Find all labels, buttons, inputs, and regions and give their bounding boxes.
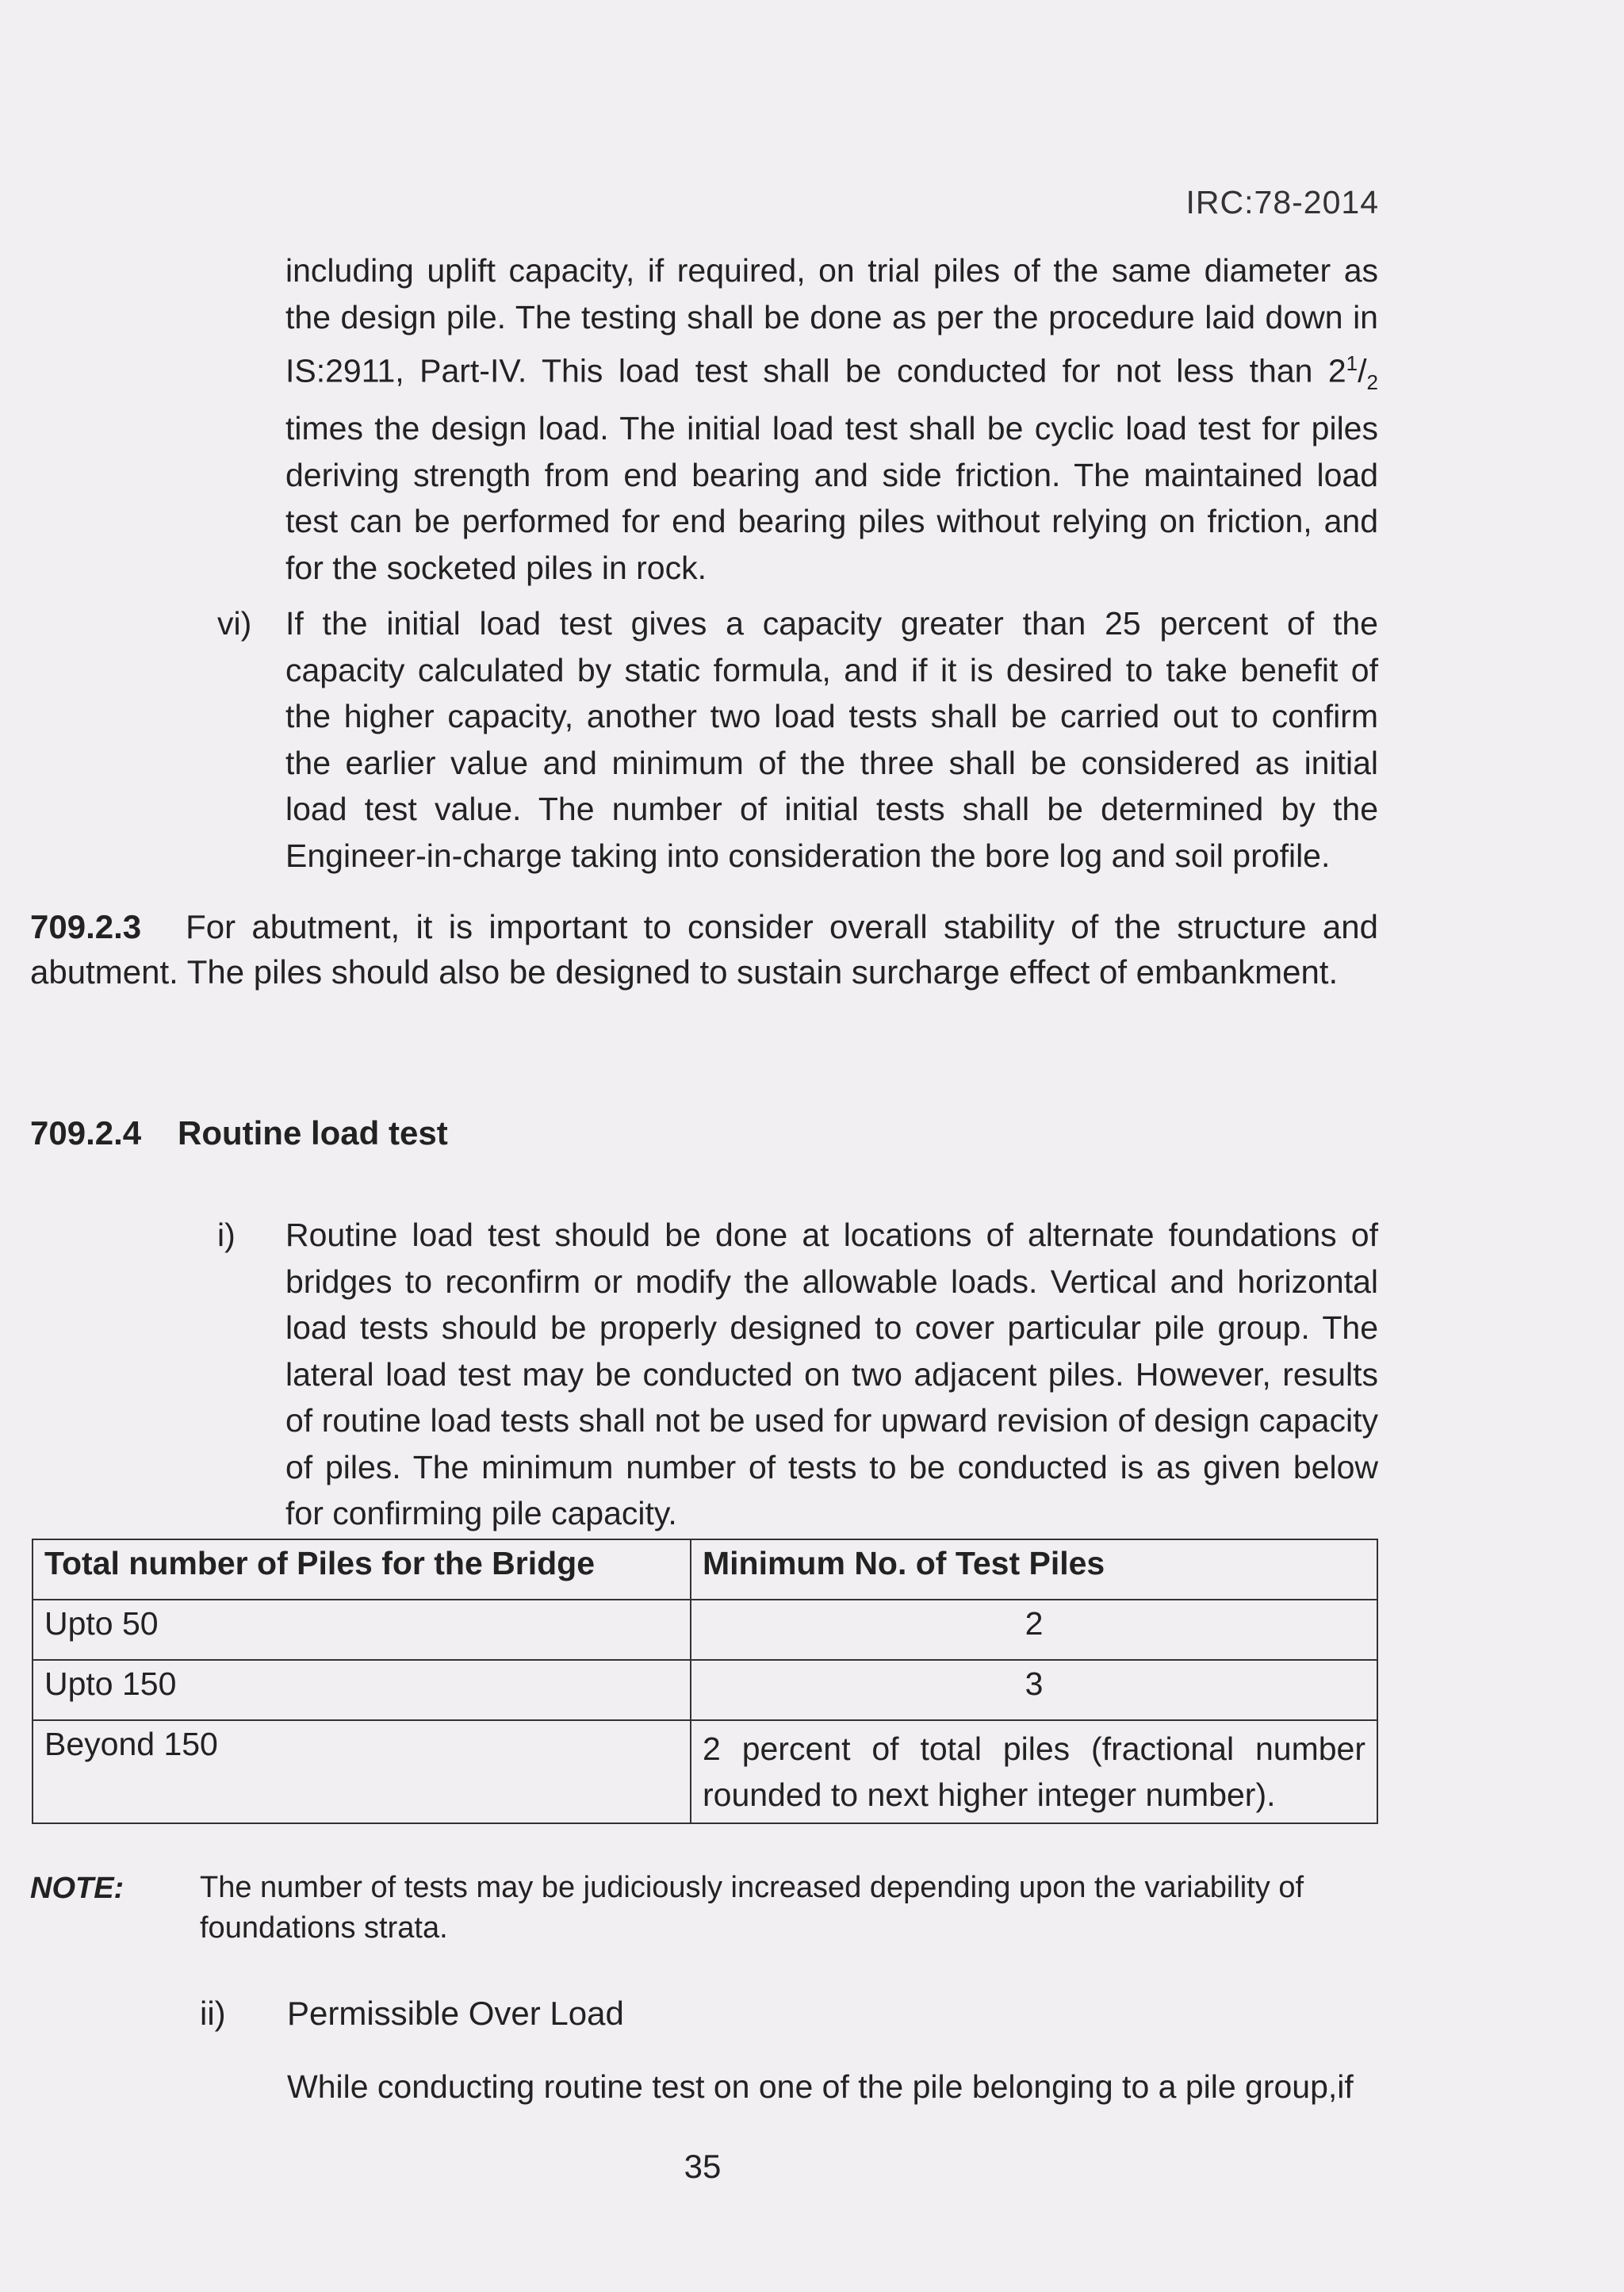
heading-title: Routine load test: [178, 1114, 448, 1152]
table-cell: 2: [691, 1600, 1377, 1660]
table-header-cell: Total number of Piles for the Bridge: [33, 1539, 691, 1600]
list-item-ii-title: Permissible Over Load: [287, 1995, 624, 2032]
table-cell: 2 percent of total piles (fractional number rounded to next higher integer number).: [691, 1720, 1377, 1823]
table-cell: Upto 50: [33, 1600, 691, 1660]
document-code: IRC:78-2014: [1185, 184, 1379, 220]
list-item-i: Routine load test should be done at locations of alternate foundations of bridges to reconfirm or modify the allowable loads. Vertical and horizontal load tests should be properly designed to cover particular pile group. The lateral load test may be conducted on two adjacent piles. However, results of routine load tests shall not be used for upward revision of design capacity of piles. The minimum number of tests to be conducted is as given below for confirming pile capacity.: [285, 1217, 1378, 1531]
table-header-row: [33, 1539, 1377, 1600]
paragraph-continuation: including uplift capacity, if required, on trial piles of the same diameter as the design pile. The testing shall be done as per the procedure laid down in IS:2911, Part-IV. This load test shall be conducted for not less than $2^1/_2$ times the design load. The initial load test shall be cyclic load test for piles deriving strength from end bearing and side friction. The maintained load test can be performed for end bearing piles without relying on friction, and for the socketed piles in rock.: [285, 252, 1378, 586]
note-label: NOTE:: [30, 1872, 124, 1905]
table-cell: 3: [691, 1660, 1377, 1720]
table-row: [33, 1600, 1377, 1660]
table-row: [33, 1660, 1377, 1720]
table-cell: Upto 150: [33, 1660, 691, 1720]
list-number-i: i): [217, 1217, 236, 1253]
section-number: 709.2.3: [30, 908, 142, 945]
fraction-numerator: 1: [1346, 351, 1358, 375]
paragraph-text-pre: including uplift capacity, if required, on trial piles of the same diameter as the design pile. The testing shall be done as per the procedure laid down in IS:2911, Part-IV. This load test shall be conducted for not less than 2: [285, 252, 1378, 389]
table-cell: Beyond 150: [33, 1720, 691, 1823]
test-piles-table: [32, 1539, 1378, 1824]
table-header-cell: Minimum No. of Test Piles: [691, 1539, 1377, 1600]
list-number-vi: vi): [217, 605, 252, 642]
paragraph-last: While conducting routine test on one of the pile belonging to a pile group,if: [287, 2068, 1354, 2105]
list-item-vi: If the initial load test gives a capacity greater than 25 percent of the capacity calculated by static formula, and if it is desired to take benefit of the higher capacity, another two load tests shall be carried out to confirm the earlier value and minimum of the three shall be considered as initial load test value. The number of initial tests shall be determined by the Engineer-in-charge taking into consideration the bore log and soil profile.: [285, 605, 1378, 874]
fraction-denominator: 2: [1366, 370, 1378, 394]
section-text: For abutment, it is important to consider overall stability of the structure and abutment. The piles should also be designed to sustain surcharge effect of embankment.: [30, 908, 1378, 991]
table-row: [33, 1720, 1377, 1823]
page-number: 35: [684, 2148, 722, 2185]
section-709-2-3: [30, 904, 1378, 995]
note-text: The number of tests may be judiciously increased depending upon the variability of foundations strata.: [200, 1871, 1304, 1945]
paragraph-text-post: times the design load. The initial load test shall be cyclic load test for piles deriving strength from end bearing and side friction. The maintained load test can be performed for end bearing piles without relying on friction, and for the socketed piles in rock.: [285, 410, 1378, 586]
heading-number: 709.2.4: [30, 1114, 142, 1152]
list-number-ii: ii): [200, 1995, 226, 2032]
section-heading-709-2-4: [30, 1114, 448, 1152]
